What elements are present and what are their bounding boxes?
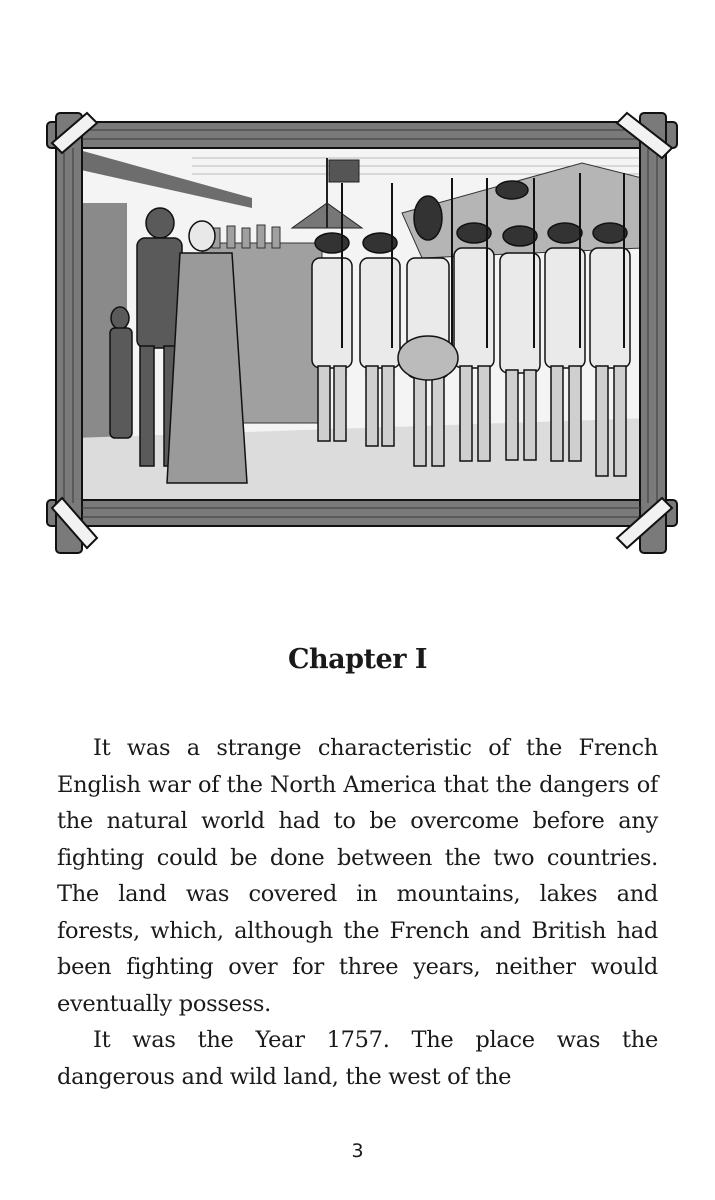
chapter-body-text [57, 730, 658, 1095]
illustration-drawing [42, 108, 682, 558]
flag [329, 160, 359, 182]
paragraph: It was the Year 1757. The place was the dangerous and wild land, the west of the [57, 1027, 658, 1090]
chapter-title: Chapter I [288, 644, 427, 675]
chapter-illustration [42, 108, 682, 558]
drum [398, 336, 458, 380]
paragraph: It was a strange characteristic of the French English war of the North America that the dangers of the natural world had to be overcome before any fighting could be done between the two countries. The land was covered in mountains, lakes and forests, which, although the French and British had been fighting over for three years, neither would eventually possess. [57, 735, 658, 1017]
page-number: 3 [351, 1140, 364, 1162]
